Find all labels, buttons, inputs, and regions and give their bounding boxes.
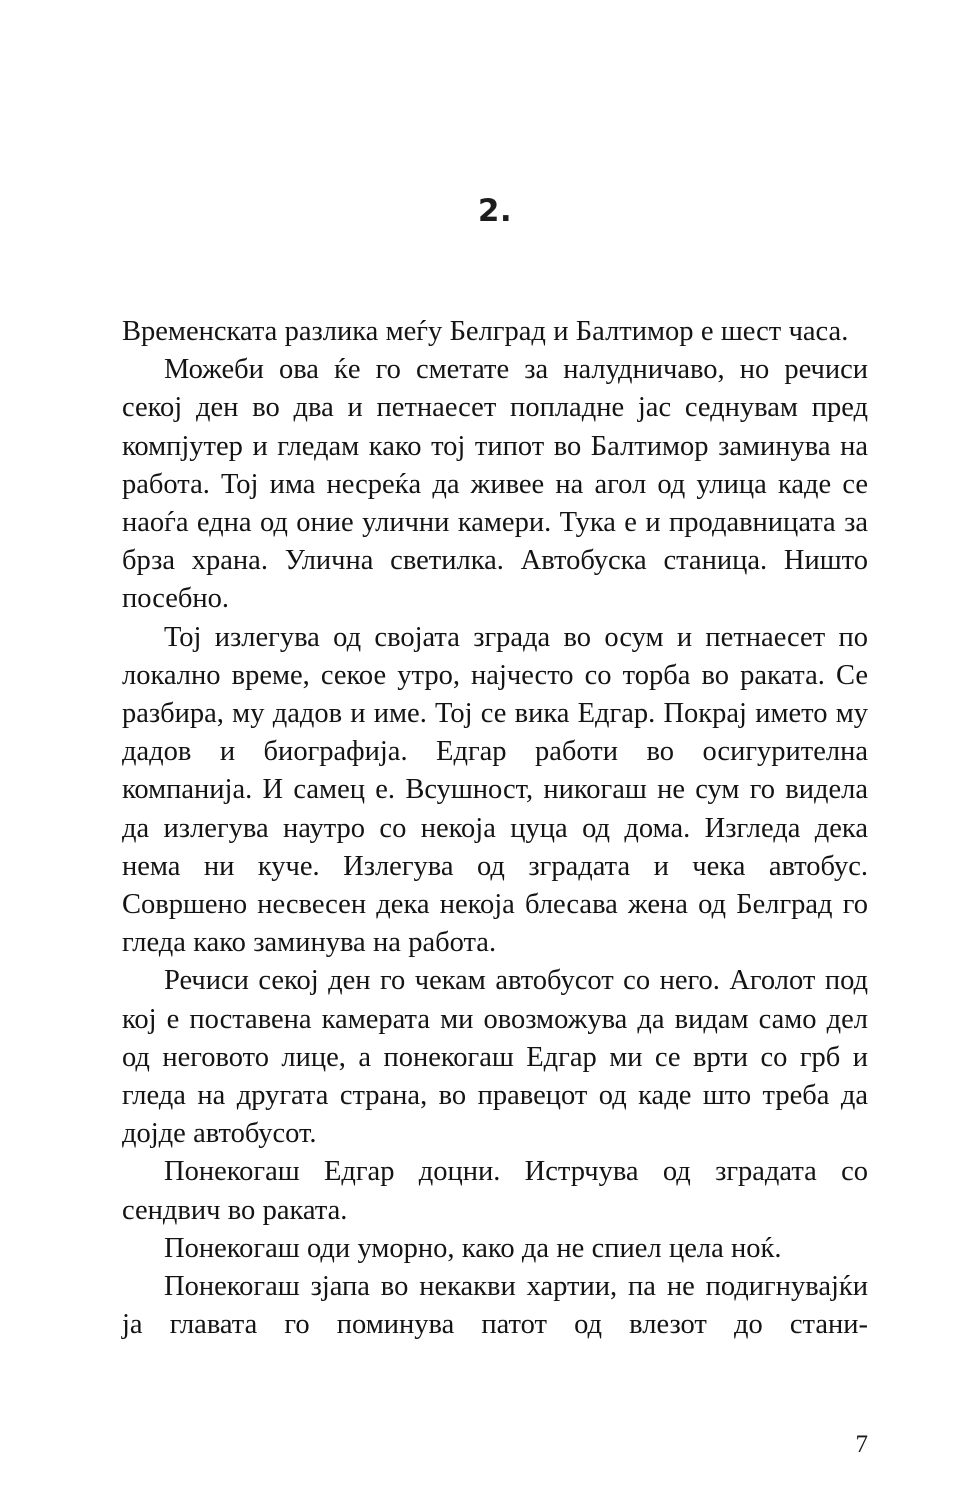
body-paragraph: Понекогаш зјапа во некакви хартии, па не подигнувајќи ја главата го поминува патот од влезот до стани- — [122, 1271, 868, 1341]
body-paragraph: Тој излегува од својата зграда во осум и петнаесет по локално време, секое утро, најчесто со торба во раката. Се разбира, му дадов и име. Тој се вика Едгар. Покрај името му дадов и биографија. Едгар работи во осигурителна компанија. И самец е. Всушност, никогаш не сум го видела да излегува наутро со некоја цуца од дома. Изгледа дека нема ни куче. Излегува од зградата и чека автобус. Совршено несвесен дека некоја блесава жена од Белград го гледа како заминува на работа. — [122, 621, 868, 959]
body-paragraph: Временската разлика меѓу Белград и Балтимор е шест часа. — [122, 316, 849, 347]
body-paragraph: Речиси секој ден го чекам автобусот со него. Аголот под кој е поставена камерата ми овозможува да видам само дел од неговото лице, а понекогаш Едгар ми се врти со грб и гледа на другата страна, во правецот од каде што треба да дојде автобусот. — [122, 965, 868, 1150]
page-text-block — [122, 193, 868, 1344]
body-paragraph: Можеби ова ќе го сметате за налудничаво, но речиси секој ден во два и петнаесет попладне јас седнувам пред компјутер и гледам како тој типот во Балтимор заминува на работа. Тој има несреќа да живее на агол од улица каде се наоѓа една од оние улични камери. Тука е и продавницата за брза храна. Улична светилка. Автобуска станица. Ништо посебно. — [122, 354, 868, 615]
body-paragraph: Понекогаш Едгар доцни. Истрчува од зградата со сендвич во раката. — [122, 1156, 868, 1226]
chapter-heading: 2. — [477, 193, 513, 229]
body-paragraph: Понекогаш оди уморно, како да не спиел цела ноќ. — [164, 1232, 782, 1264]
page-number: 7 — [855, 1431, 868, 1458]
